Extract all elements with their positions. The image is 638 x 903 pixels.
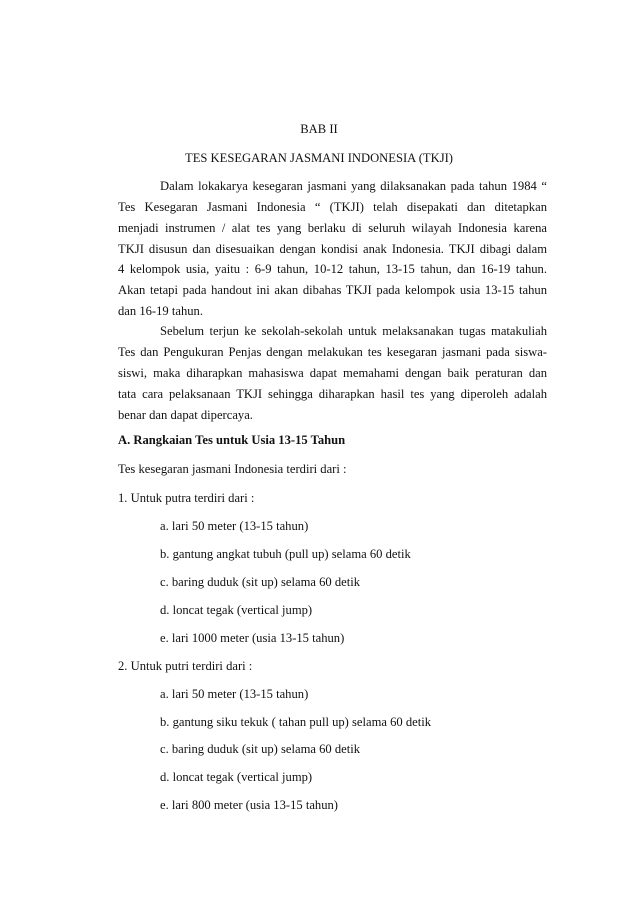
putra-heading: 1. Untuk putra terdiri dari :	[118, 491, 255, 505]
paragraph-1-line: TKJI disusun dan disesuaikan dengan kondisi anak Indonesia. TKJI dibagi dalam	[118, 242, 547, 256]
paragraph-2-line: tata cara pelaksanaan TKJI sehingga diharapkan hasil tes yang diperoleh adalah	[118, 387, 547, 401]
list-item: a. lari 50 meter (13-15 tahun)	[160, 687, 309, 701]
paragraph-2-line: Tes dan Pengukuran Penjas dengan melakukan tes kesegaran jasmani pada siswa-	[118, 345, 547, 359]
paragraph-2-line: Sebelum terjun ke sekolah-sekolah untuk melaksanakan tugas matakuliah	[160, 324, 547, 338]
list-item: e. lari 800 meter (usia 13-15 tahun)	[160, 798, 339, 812]
list-item: e. lari 1000 meter (usia 13-15 tahun)	[160, 631, 345, 645]
paragraph-2-line: siswi, maka diharapkan mahasiswa dapat memahami dengan baik peraturan dan	[118, 366, 547, 380]
list-item: d. loncat tegak (vertical jump)	[160, 770, 313, 784]
putri-heading: 2. Untuk putri terdiri dari :	[118, 659, 253, 673]
paragraph-1-line: Dalam lokakarya kesegaran jasmani yang dilaksanakan pada tahun 1984 “	[160, 179, 547, 193]
paragraph-1-line: Tes Kesegaran Jasmani Indonesia “ (TKJI) telah disepakati dan ditetapkan	[118, 200, 547, 214]
list-item: b. gantung siku tekuk ( tahan pull up) selama 60 detik	[160, 715, 432, 729]
list-item: b. gantung angkat tubuh (pull up) selama 60 detik	[160, 547, 411, 561]
list-item: c. baring duduk (sit up) selama 60 detik	[160, 742, 361, 756]
paragraph-2-line: benar dan dapat dipercaya.	[118, 408, 253, 422]
list-item: d. loncat tegak (vertical jump)	[160, 603, 313, 617]
chapter-label: BAB II	[300, 122, 338, 136]
section-intro: Tes kesegaran jasmani Indonesia terdiri dari :	[118, 462, 347, 476]
paragraph-1-line: Akan tetapi pada handout ini akan dibahas TKJI pada kelompok usia 13-15 tahun	[118, 283, 547, 297]
paragraph-1-line: menjadi instrumen / alat tes yang berlaku di seluruh wilayah Indonesia karena	[118, 221, 547, 235]
paragraph-1-line: dan 16-19 tahun.	[118, 304, 203, 318]
section-heading: A. Rangkaian Tes untuk Usia 13-15 Tahun	[118, 433, 346, 447]
list-item: c. baring duduk (sit up) selama 60 detik	[160, 575, 361, 589]
paragraph-1-line: 4 kelompok usia, yaitu : 6-9 tahun, 10-12 tahun, 13-15 tahun, dan 16-19 tahun.	[118, 262, 547, 276]
chapter-title: TES KESEGARAN JASMANI INDONESIA (TKJI)	[185, 151, 453, 165]
list-item: a. lari 50 meter (13-15 tahun)	[160, 519, 309, 533]
